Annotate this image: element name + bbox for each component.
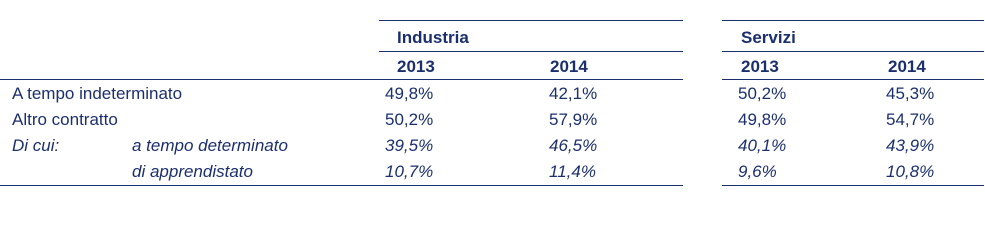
- year-industria-2013: 2013: [397, 57, 435, 76]
- servizi-mid-rule: [722, 51, 984, 52]
- industria-top-rule: [379, 20, 683, 21]
- row-label-tempo-indeterminato: A tempo indeterminato: [12, 84, 183, 103]
- header-bottom-rule-left: [0, 79, 683, 80]
- cell-industria-2014: 57,9%: [549, 110, 598, 129]
- servizi-top-rule: [722, 20, 984, 21]
- group-header-industria: Industria: [397, 28, 469, 47]
- table-bottom-rule-right: [722, 185, 984, 186]
- year-industria-2014: 2014: [550, 57, 588, 76]
- cell-industria-2014: 46,5%: [549, 136, 598, 155]
- cell-servizi-2013: 50,2%: [738, 84, 787, 103]
- cell-servizi-2014: 45,3%: [886, 84, 935, 103]
- cell-industria-2014: 11,4%: [549, 162, 596, 181]
- industria-mid-rule: [379, 51, 683, 52]
- cell-servizi-2014: 10,8%: [886, 162, 935, 181]
- cell-industria-2014: 42,1%: [549, 84, 598, 103]
- row-label-altro-contratto: Altro contratto: [12, 110, 118, 129]
- cell-servizi-2013: 40,1%: [738, 136, 787, 155]
- row-sublabel-apprendistato: di apprendistato: [132, 162, 253, 181]
- table-bottom-rule-left: [0, 185, 683, 186]
- cell-servizi-2014: 43,9%: [886, 136, 935, 155]
- cell-industria-2013: 10,7%: [385, 162, 434, 181]
- cell-servizi-2013: 9,6%: [738, 162, 777, 181]
- header-bottom-rule-right: [722, 79, 984, 80]
- cell-servizi-2013: 49,8%: [738, 110, 787, 129]
- year-servizi-2014: 2014: [888, 57, 926, 76]
- cell-industria-2013: 39,5%: [385, 136, 434, 155]
- year-servizi-2013: 2013: [741, 57, 779, 76]
- cell-industria-2013: 49,8%: [385, 84, 434, 103]
- row-label-di-cui: Di cui:: [12, 136, 60, 155]
- group-header-servizi: Servizi: [741, 28, 796, 47]
- cell-industria-2013: 50,2%: [385, 110, 434, 129]
- cell-servizi-2014: 54,7%: [886, 110, 935, 129]
- row-sublabel-tempo-determinato: a tempo determinato: [132, 136, 288, 155]
